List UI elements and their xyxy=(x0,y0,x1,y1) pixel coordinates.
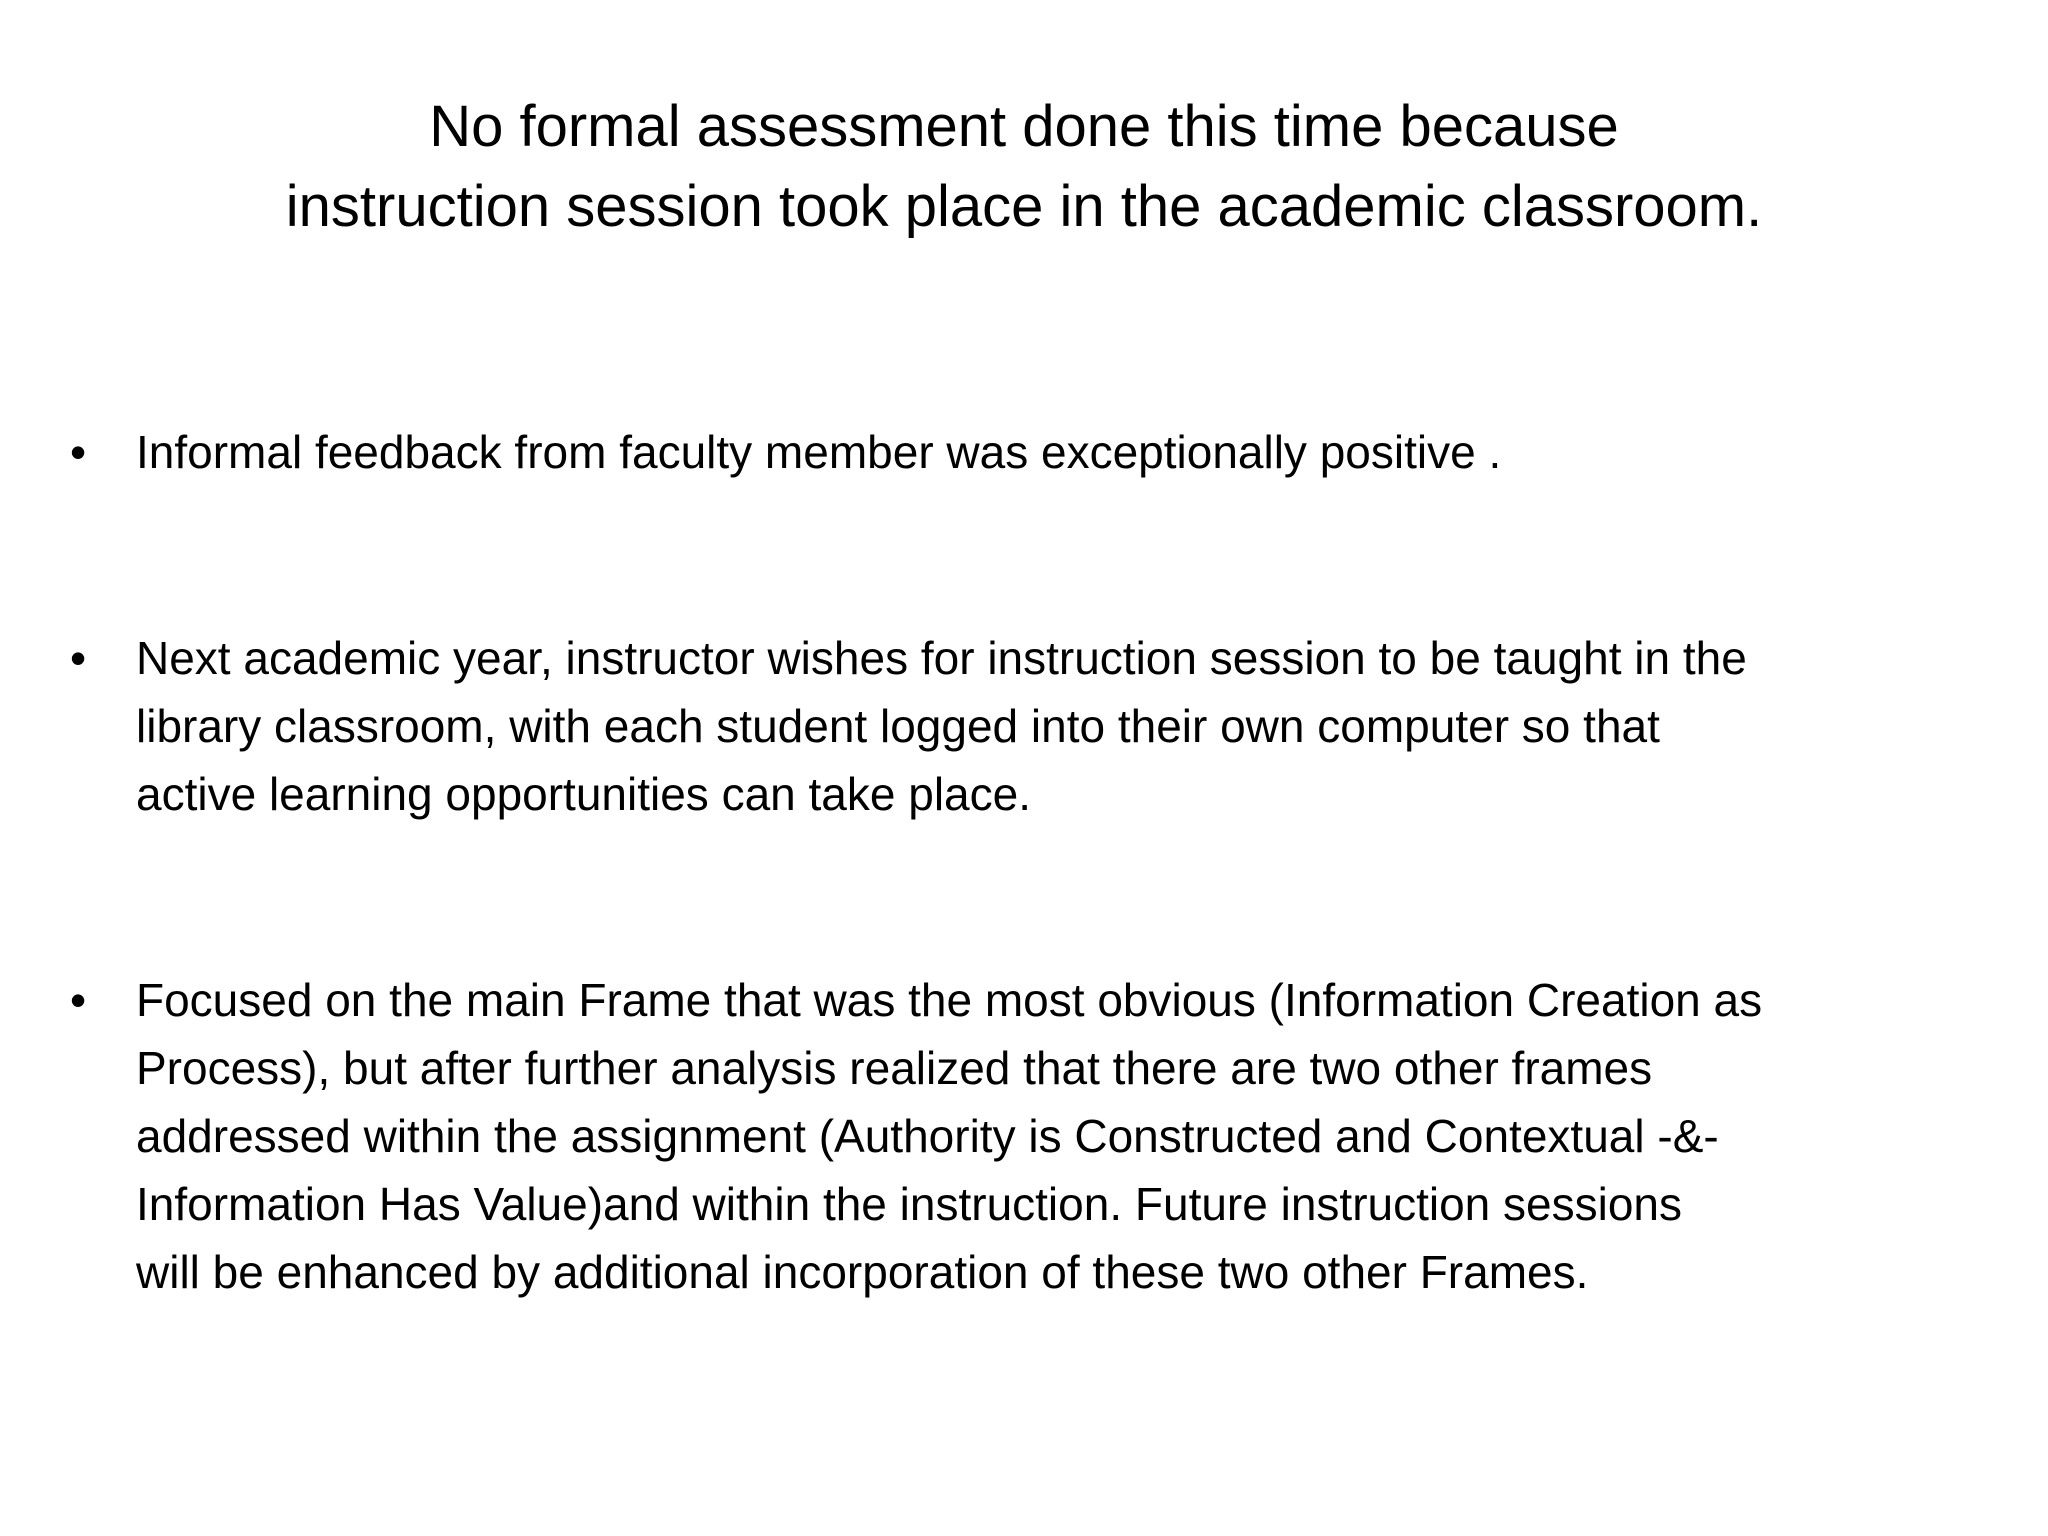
bullet-icon: • xyxy=(70,974,87,1026)
slide-title xyxy=(120,87,1928,247)
title-line-1: No formal assessment done this time because xyxy=(429,93,1619,159)
bullet-line: Focused on the main Frame that was the most obvious (Information Creation as xyxy=(136,974,1763,1026)
bullet-icon: • xyxy=(70,632,87,684)
bullet-text xyxy=(136,418,2016,486)
bullet-line: addressed within the assignment (Authority is Constructed and Contextual -&- xyxy=(136,1110,1719,1162)
bullet-line: will be enhanced by additional incorporation of these two other Frames. xyxy=(136,1246,1589,1298)
bullet-line: Process), but after further analysis realized that there are two other frames xyxy=(136,1042,1653,1094)
title-line-2: instruction session took place in the academic classroom. xyxy=(285,173,1763,239)
bullet-text xyxy=(136,624,2016,828)
bullet-text xyxy=(136,966,2016,1306)
bullet-line: Next academic year, instructor wishes for instruction session to be taught in the xyxy=(136,632,1747,684)
bullet-icon: • xyxy=(70,426,87,478)
bullet-line: Informal feedback from faculty member was exceptionally positive . xyxy=(136,426,1502,478)
bullet-line: active learning opportunities can take place. xyxy=(136,768,1032,820)
bullet-line: Information Has Value)and within the instruction. Future instruction sessions xyxy=(136,1178,1683,1230)
bullet-line: library classroom, with each student logged into their own computer so that xyxy=(136,700,1660,752)
